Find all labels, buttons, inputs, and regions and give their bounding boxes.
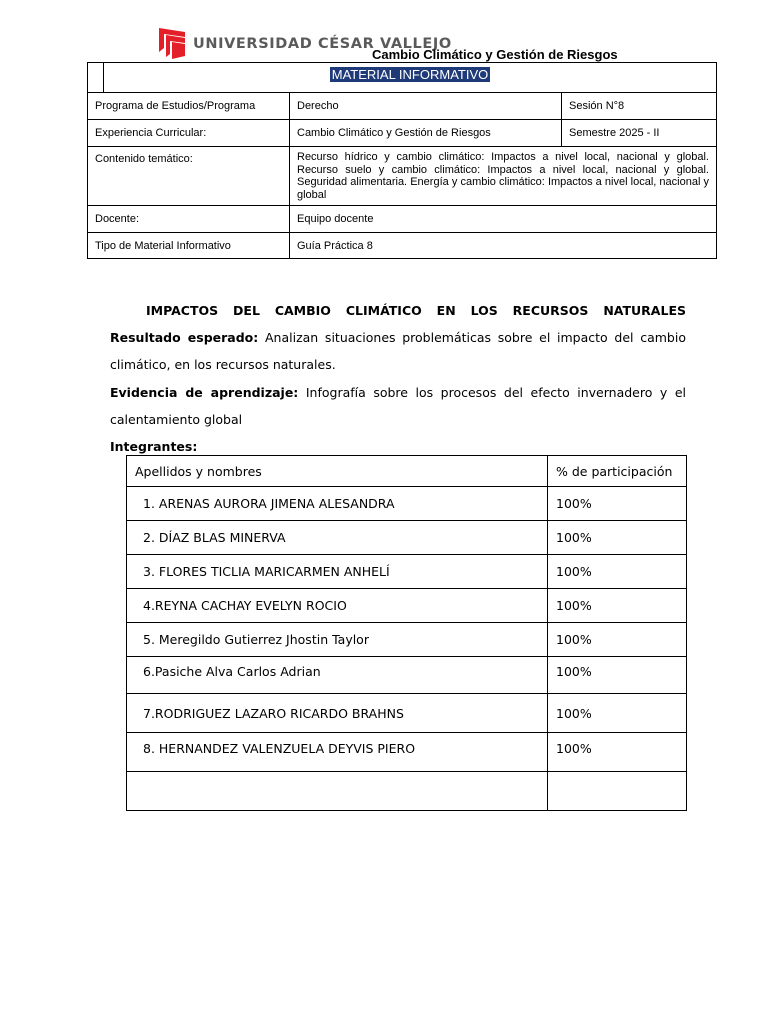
ucv-emblem-icon: [157, 26, 187, 60]
info-band-row: [88, 63, 717, 93]
info-label: Contenido temático:: [88, 147, 290, 206]
evidence-text: Infografía sobre los procesos del efecto invernadero y el calentamiento global: [110, 385, 686, 427]
column-header-participation: % de participación: [548, 456, 687, 487]
course-info-table: [87, 62, 717, 259]
table-row: [127, 589, 687, 623]
material-title: MATERIAL INFORMATIVO: [331, 67, 489, 82]
members-heading: Integrantes:: [110, 439, 198, 454]
member-participation: 100%: [548, 623, 687, 657]
member-participation: 100%: [548, 589, 687, 623]
member-name: 3. FLORES TICLIA MARICARMEN ANHELÍ: [127, 555, 548, 589]
info-value: Derecho: [290, 93, 562, 120]
semester: Semestre 2025 - II: [562, 120, 717, 147]
info-row-teacher: [88, 206, 717, 233]
result-label: Resultado esperado:: [110, 330, 259, 345]
info-value: Guía Práctica 8: [290, 233, 717, 259]
info-label: Tipo de Material Informativo: [88, 233, 290, 259]
member-participation: 100%: [548, 657, 687, 694]
members-table: [126, 455, 687, 811]
session-number: Sesión N°8: [562, 93, 717, 120]
info-value: Cambio Climático y Gestión de Riesgos: [290, 120, 562, 147]
member-name: 8. HERNANDEZ VALENZUELA DEYVIS PIERO: [127, 733, 548, 772]
course-title: Cambio Climático y Gestión de Riesgos: [372, 47, 618, 62]
members-header-row: [127, 456, 687, 487]
member-participation: 100%: [548, 733, 687, 772]
institution-name: UNIVERSIDAD CÉSAR VALLEJO: [193, 36, 452, 52]
member-name: 2. DÍAZ BLAS MINERVA: [127, 521, 548, 555]
member-participation: 100%: [548, 521, 687, 555]
evidence-paragraph: [110, 379, 686, 433]
info-row-program: [88, 93, 717, 120]
member-name: 1. ARENAS AURORA JIMENA ALESANDRA: [127, 487, 548, 521]
info-value: Recurso hídrico y cambio climático: Impactos a nivel local, nacional y global. Recurso suelo y cambio climático: Impactos a nivel local, nacional y global. Seguridad alimentaria. Energía y cambio climático: Impactos a nivel local, nacional y global: [290, 147, 717, 206]
info-row-material-type: [88, 233, 717, 259]
table-row: [127, 657, 687, 694]
member-name: 5. Meregildo Gutierrez Jhostin Taylor: [127, 623, 548, 657]
info-label: Programa de Estudios/Programa: [88, 93, 290, 120]
table-row: [127, 555, 687, 589]
table-row: [127, 733, 687, 772]
result-text: Analizan situaciones problemáticas sobre el impacto del cambio climático, en los recursos naturales.: [110, 330, 686, 372]
member-name: 6.Pasiche Alva Carlos Adrian: [127, 657, 548, 694]
table-row: [127, 623, 687, 657]
column-header-name: Apellidos y nombres: [127, 456, 548, 487]
info-label: Docente:: [88, 206, 290, 233]
evidence-label: Evidencia de aprendizaje:: [110, 385, 299, 400]
section-heading: IMPACTOS DEL CAMBIO CLIMÁTICO EN LOS RECURSOS NATURALES: [146, 303, 686, 318]
table-row-empty: [127, 772, 687, 811]
member-participation: [548, 772, 687, 811]
member-participation: 100%: [548, 694, 687, 733]
member-name: 4.REYNA CACHAY EVELYN ROCIO: [127, 589, 548, 623]
table-row: [127, 521, 687, 555]
intro-paragraph: [110, 297, 686, 378]
member-participation: 100%: [548, 555, 687, 589]
member-participation: 100%: [548, 487, 687, 521]
info-label: Experiencia Curricular:: [88, 120, 290, 147]
table-row: [127, 487, 687, 521]
info-row-content: [88, 147, 717, 206]
member-name: [127, 772, 548, 811]
info-row-course: [88, 120, 717, 147]
table-row: [127, 694, 687, 733]
member-name: 7.RODRIGUEZ LAZARO RICARDO BRAHNS: [127, 694, 548, 733]
info-value: Equipo docente: [290, 206, 717, 233]
